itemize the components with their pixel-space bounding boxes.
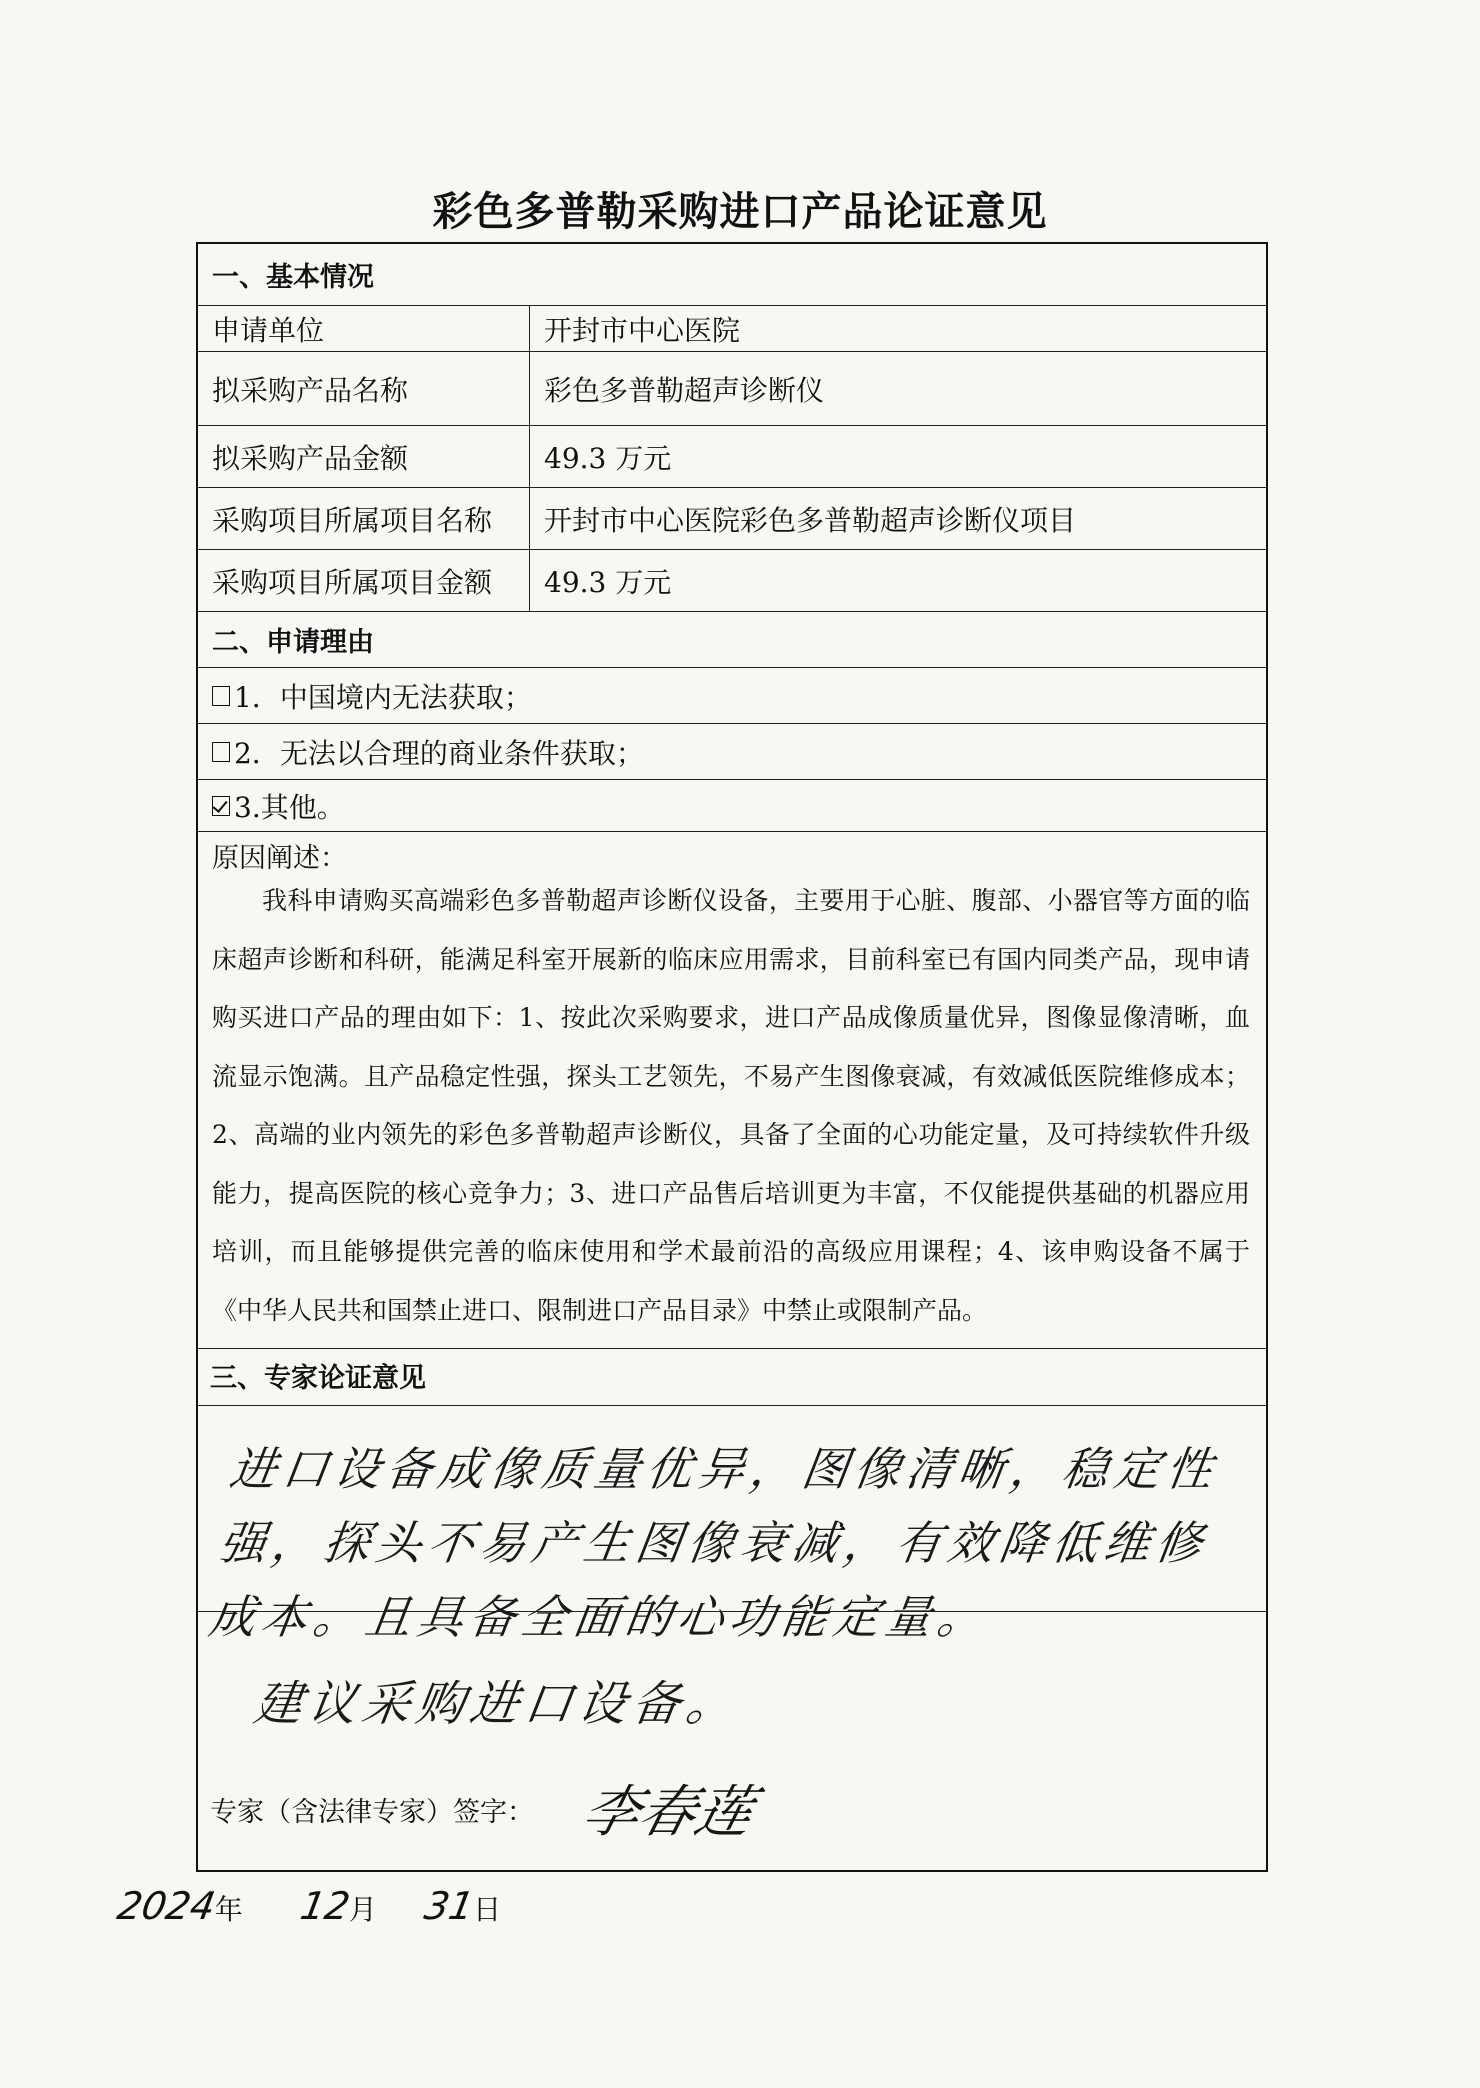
basic-row (198, 488, 1266, 550)
checkbox-icon (212, 742, 230, 762)
reason-option (198, 724, 1266, 780)
basic-row-label: 拟采购产品名称 (198, 352, 530, 425)
reason-description-label: 原因阐述： (212, 843, 347, 874)
reason-option-label: 2．无法以合理的商业条件获取； (234, 736, 644, 770)
handwritten-opinion: 进口设备成像质量优异，图像清晰，稳定性强，探头不易产生图像衰减，有效降低维修成本。且具备全面的心功能定量。 (205, 1442, 1223, 1644)
basic-row (198, 550, 1266, 612)
date-year: 2024 (114, 1884, 219, 1928)
divider (196, 1348, 1268, 1350)
expert-signature: 李春莲 (575, 1780, 760, 1845)
date-month: 12 (296, 1884, 353, 1928)
reason-option-label: 3.其他。 (234, 790, 345, 824)
section-opinion-heading: 三、专家论证意见 (210, 1363, 426, 1394)
basic-row-label: 采购项目所属项目名称 (198, 488, 530, 549)
signature-label: 专家（含法律专家）签字： (210, 1797, 534, 1828)
document-title: 彩色多普勒采购进口产品论证意见 (432, 189, 1048, 235)
basic-row-value: 49.3 万元 (544, 565, 672, 599)
basic-row-value: 49.3 万元 (544, 441, 672, 475)
date (114, 1884, 502, 1928)
basic-row (198, 352, 1266, 426)
basic-row-label: 采购项目所属项目金额 (198, 550, 530, 611)
section-reason-heading: 二、申请理由 (212, 627, 374, 658)
handwritten-recommendation: 建议采购进口设备。 (250, 1676, 745, 1732)
date-day-suffix: 日 (473, 1893, 502, 1926)
reason-option (198, 668, 1266, 724)
basic-row (198, 306, 1266, 352)
section-reason-header (198, 612, 1266, 668)
basic-row (198, 426, 1266, 488)
checkbox-icon (212, 686, 230, 706)
basic-row-value: 彩色多普勒超声诊断仪 (544, 373, 825, 407)
basic-row-label: 拟采购产品金额 (198, 426, 530, 487)
section-basic-heading: 一、基本情况 (212, 262, 374, 293)
basic-row-value: 开封市中心医院 (544, 313, 741, 347)
date-day: 31 (420, 1884, 477, 1928)
divider (196, 1405, 1268, 1407)
reason-option (198, 780, 1266, 832)
checked-checkbox-icon (212, 796, 230, 816)
basic-row-value: 开封市中心医院彩色多普勒超声诊断仪项目 (544, 503, 1077, 537)
reason-description-text: 我科申请购买高端彩色多普勒超声诊断仪设备，主要用于心脏、腹部、小器官等方面的临床超声诊断和科研，能满足科室开展新的临床应用需求，目前科室已有国内同类产品，现申请购买进口产品的理由如下：1、按此次采购要求，进口产品成像质量优异，图像显像清晰，血流显示饱满。且产品稳定性强，探头工艺领先，不易产生图像衰减，有效减低医院维修成本；2、高端的业内领先的彩色多普勒超声诊断仪，具备了全面的心功能定量，及可持续软件升级能力，提高医院的核心竞争力；3、进口产品售后培训更为丰富，不仅能提供基础的机器应用培训，而且能够提供完善的临床使用和学术最前沿的高级应用课程；4、该申购设备不属于《中华人民共和国禁止进口、限制进口产品目录》中禁止或限制产品。 (212, 886, 1250, 1325)
date-year-suffix: 年 (214, 1893, 243, 1926)
section-basic-header (198, 244, 1266, 306)
reason-option-label: 1．中国境内无法获取； (234, 680, 532, 714)
basic-row-label: 申请单位 (198, 306, 530, 351)
date-month-suffix: 月 (348, 1893, 377, 1926)
